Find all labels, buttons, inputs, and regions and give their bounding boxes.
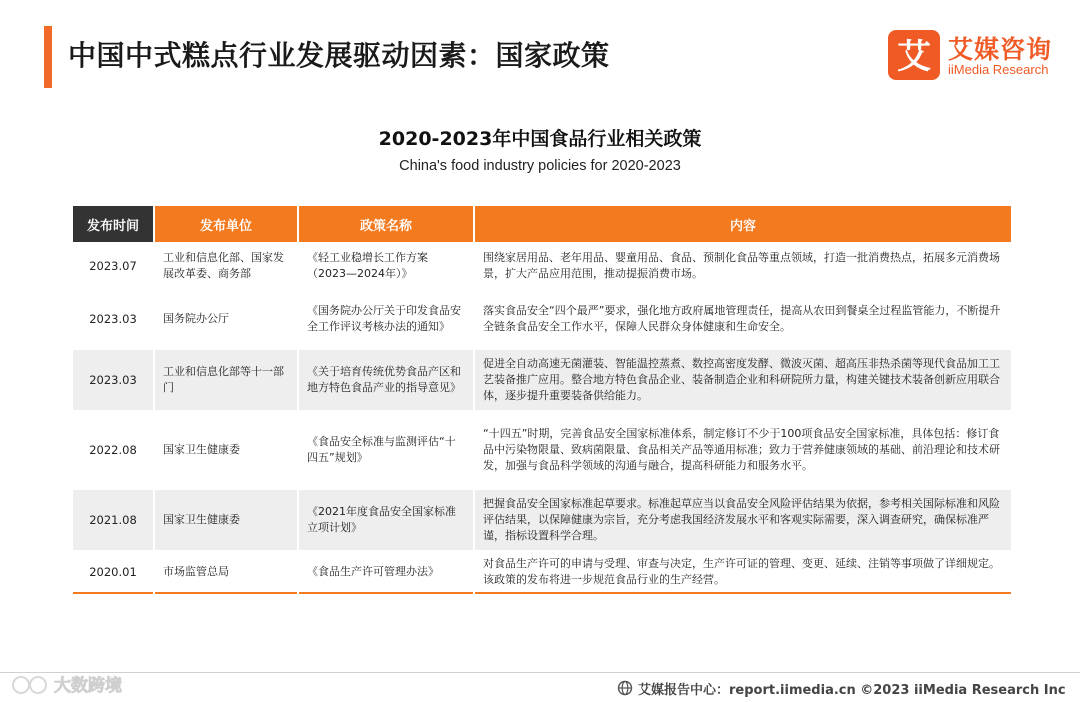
cell-unit: 国家卫生健康委	[155, 410, 297, 488]
cell-unit: 国家卫生健康委	[155, 488, 297, 550]
cell-policy: 《关于培育传统优势食品产区和地方特色食品产业的指导意见》	[299, 348, 473, 410]
cell-date: 2023.03	[73, 348, 153, 410]
table-subtitle: China's food industry policies for 2020-2023	[399, 158, 681, 174]
watermark-text: 大数跨境	[54, 676, 122, 696]
cell-policy: 《食品安全标准与监测评估“十四五”规划》	[299, 410, 473, 488]
logo-mark	[888, 30, 940, 80]
cell-date: 2022.08	[73, 410, 153, 488]
table-row	[73, 288, 1011, 348]
column-header-unit: 发布单位	[155, 206, 297, 242]
cell-unit: 市场监管总局	[155, 550, 297, 594]
cell-content: 对食品生产许可的申请与受理、审查与决定，生产许可证的管理、变更、延续、注销等事项做了详细规定。该政策的发布将进一步规范食品行业的生产经营。	[475, 550, 1011, 594]
cell-content: 围绕家居用品、老年用品、婴童用品、食品、预制化食品等重点领域，打造一批消费热点，拓展多元消费场景，扩大产品应用范围，推动提振消费市场。	[475, 242, 1011, 288]
cell-policy: 《轻工业稳增长工作方案（2023—2024年）》	[299, 242, 473, 288]
table-row	[73, 242, 1011, 288]
column-header-policy: 政策名称	[299, 206, 473, 242]
logo-name-en: iiMedia Research	[948, 62, 1049, 77]
cell-content: 落实食品安全“四个最严”要求，强化地方政府属地管理责任，提高从农田到餐桌全过程监管能力，不断提升全链条食品安全工作水平，保障人民群众身体健康和生命安全。	[475, 288, 1011, 348]
page-title: 中国中式糕点行业发展驱动因素：国家政策	[68, 39, 610, 72]
footer-copyright: 艾媒报告中心：report.iimedia.cn ©2023 iiMedia Research Inc	[638, 683, 1066, 698]
table-row	[73, 410, 1011, 488]
table-header-row	[73, 206, 1011, 242]
logo-name-cn: 艾媒咨询	[948, 35, 1053, 64]
table-row	[73, 488, 1011, 550]
cell-date: 2023.03	[73, 288, 153, 348]
table-row	[73, 550, 1011, 594]
policy-table	[71, 206, 1013, 594]
cell-policy: 《食品生产许可管理办法》	[299, 550, 473, 594]
cell-content: 促进全自动高速无菌灌装、智能温控蒸煮、数控高密度发酵、微波灭菌、超高压非热杀菌等现代食品加工工艺装备推广应用。整合地方特色食品企业、装备制造企业和科研院所力量，构建关键技术装备创新应用联合体，逐步提升重要装备供给能力。	[475, 348, 1011, 410]
cell-unit: 工业和信息化部、国家发展改革委、商务部	[155, 242, 297, 288]
table-row	[73, 348, 1011, 410]
cell-content: “十四五”时期，完善食品安全国家标准体系，制定修订不少于100项食品安全国家标准，具体包括：修订食品中污染物限量、致病菌限量、食品相关产品等通用标准；致力于营养健康领域的基础、前沿理论和技术研发，加强与食品科学领域的沟通与融合，提高科研能力和服务水平。	[475, 410, 1011, 488]
footer-divider	[0, 672, 1080, 673]
cell-date: 2020.01	[73, 550, 153, 594]
cell-unit: 国务院办公厅	[155, 288, 297, 348]
watermark	[8, 672, 148, 698]
cell-unit: 工业和信息化部等十一部门	[155, 348, 297, 410]
column-header-date: 发布时间	[73, 206, 153, 242]
globe-icon	[617, 680, 633, 696]
iimedia-logo	[888, 28, 1063, 82]
cell-content: 把握食品安全国家标准起草要求。标准起草应当以食品安全风险评估结果为依据，参考相关国际标准和风险评估结果，以保障健康为宗旨，充分考虑我国经济发展水平和客观实际需要，深入调查研究，确保标准严谨，指标设置科学合理。	[475, 488, 1011, 550]
cell-policy: 《国务院办公厅关于印发食品安全工作评议考核办法的通知》	[299, 288, 473, 348]
title-accent-bar	[44, 26, 52, 88]
cell-date: 2021.08	[73, 488, 153, 550]
cell-date: 2023.07	[73, 242, 153, 288]
table-title: 2020-2023年中国食品行业相关政策	[378, 128, 702, 150]
cell-policy: 《2021年度食品安全国家标准立项计划》	[299, 488, 473, 550]
column-header-content: 内容	[475, 206, 1011, 242]
logo-glyph: 艾	[897, 37, 931, 77]
